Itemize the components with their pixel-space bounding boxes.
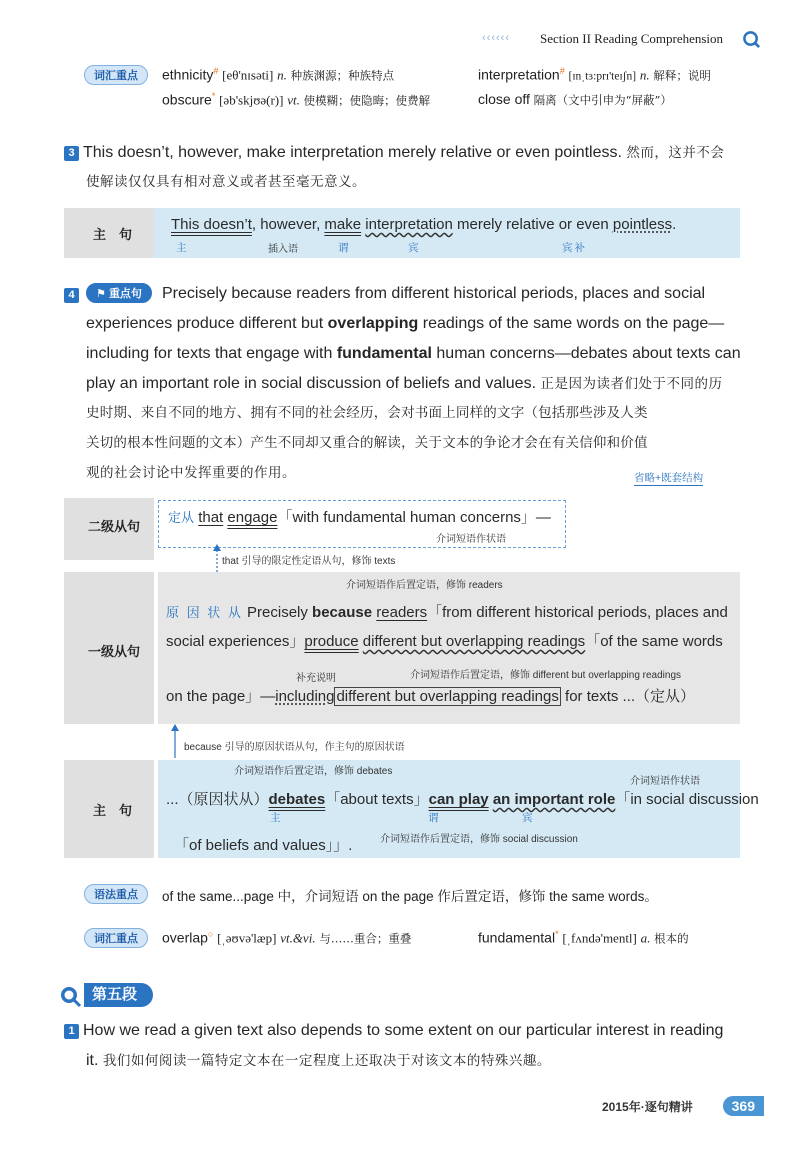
s3-label: 主 句 xyxy=(93,227,133,242)
l1-line-3: on the page」—including different but overlapping readings for texts ...（定从） xyxy=(166,688,696,705)
main-gram-object: 宾 xyxy=(522,812,535,824)
main-gram-predicate: 谓 xyxy=(428,812,441,824)
vocab-item-overlap: overlap○ [ˌəʊvə'læp] vt.&vi. 与……重合；重叠 xyxy=(162,929,412,946)
main-label: 主 句 xyxy=(93,803,133,818)
l1-line-1: 原 因 状 从 Precisely because readers「from different historical periods, places and xyxy=(166,604,728,621)
footer-label: 2015年·逐句精讲 xyxy=(602,1100,693,1114)
l2-arrow-note: that 引导的限定性定语从句，修饰 texts xyxy=(222,556,396,567)
page-number: 369 xyxy=(723,1096,764,1116)
gram-insertion: 插入语 xyxy=(268,244,298,255)
sentence-4-marker: 4 xyxy=(64,286,83,304)
l2-clause-line: 定从 that engage「with fundamental human concerns」— xyxy=(168,509,551,526)
main-note-bottom: 介词短语作后置定语，修饰 social discussion xyxy=(380,834,578,845)
l1-arrow-note: because 引导的原因状语从句，作主句的原因状语 xyxy=(184,742,405,753)
l1-line-2: social experiences」produce different but overlapping readings「of the same words xyxy=(166,633,723,650)
sentence-3: 3 This doesn’t, however, make interpretation merely relative or even pointless. 然而，这并不会 xyxy=(64,138,754,169)
vocab-item-close-off: close off 隔离（文中引申为“屏蔽”） xyxy=(478,91,672,107)
vocab-item-interpretation: interpretation# [ɪnˌtɜ:prɪ'teɪʃn] n. 解释；说明 xyxy=(478,66,711,83)
section-5-title: 第五段 xyxy=(84,983,153,1007)
main-line-1: ...（原因状从）debates「about texts」can play an important role「in social discussion xyxy=(166,791,759,808)
s4-zh-line-4: 观的社会讨论中发挥重要的作用。 xyxy=(86,465,296,481)
p5-sentence-1: 1 How we read a given text also depends to some extent on our particular interest in reading xyxy=(64,1016,723,1046)
vocab-tag-2: 词汇重点 xyxy=(84,928,148,948)
main-note-right: 介词短语作状语 xyxy=(630,776,700,787)
section-search-icon xyxy=(58,984,82,1008)
l2-arrow xyxy=(210,544,224,574)
s4-line-1: Precisely because readers from different historical periods, places and social xyxy=(162,285,706,302)
l1-label: 一级从句 xyxy=(88,644,141,659)
flag-icon: ⚑ xyxy=(96,288,106,300)
gram-predicate: 谓 xyxy=(338,242,351,254)
vocab-item-obscure: obscure* [əb'skjʊə(r)] vt. 使模糊；使隐晦；使费解 xyxy=(162,91,431,108)
main-note-top: 介词短语作后置定语，修饰 debates xyxy=(234,766,393,777)
s4-line-4: play an important role in social discussion of beliefs and values. 正是因为读者们处于不同的历 xyxy=(86,375,723,392)
s4-line-2: experiences produce different but overlapping readings of the same words on the page— xyxy=(86,315,725,332)
s4-zh-line-3: 关切的根本性问题的文本）产生不同却又重合的解读，关于文本的争论才会在有关信仰和价值 xyxy=(86,435,648,451)
l2-note: 介词短语作状语 xyxy=(436,534,506,545)
gram-object: 宾 xyxy=(408,242,421,254)
s3-analysis-line: This doesn’t, however, make interpretation merely relative or even pointless. xyxy=(171,216,677,233)
s4-zh-line-2: 史时期、来自不同的地方、拥有不同的社会经历，会对书面上同样的文字（包括那些涉及人类 xyxy=(86,405,648,421)
header-arrows: ‹‹‹‹‹‹ xyxy=(482,32,510,44)
vocab-item-fundamental: fundamental* [ˌfʌndə'mentl] a. 根本的 xyxy=(478,929,689,946)
l1-arrow xyxy=(168,724,182,760)
grammar-tag: 语法重点 xyxy=(84,884,148,904)
gram-object-complement: 宾补 xyxy=(562,242,587,254)
key-sentence-tag: ⚑ 重点句 xyxy=(86,283,152,303)
l1-supp-note: 补充说明 xyxy=(296,673,336,684)
sentence-number: 3 xyxy=(64,146,79,161)
header-title: Section II Reading Comprehension xyxy=(540,31,724,46)
sentence-3-translation: 使解读仅仅具有相对意义或者甚至毫无意义。 xyxy=(86,174,366,190)
l2-label: 二级从句 xyxy=(88,519,141,534)
main-gram-subject: 主 xyxy=(270,812,283,824)
vocab-tag: 词汇重点 xyxy=(84,65,148,85)
s4-line-3: including for texts that engage with fundamental human concerns—debates about texts can xyxy=(86,345,741,362)
grammar-text: of the same...page 中，介词短语 on the page 作后置定语，修饰 the same words。 xyxy=(162,889,658,904)
main-line-2: 「of beliefs and values」」. xyxy=(174,837,353,854)
gram-subject: 主 xyxy=(176,242,189,254)
vocab-item-ethnicity: ethnicity# [eθ'nɪsəti] n. 种族渊源；种族特点 xyxy=(162,66,395,83)
p5-sentence-1-line-2: it. 我们如何阅读一篇特定文本在一定程度上还取决于对该文本的特殊兴趣。 xyxy=(86,1052,551,1069)
structure-note: 省略+既套结构 xyxy=(634,472,704,484)
search-q-icon xyxy=(742,30,761,49)
l1-note-mid: 介词短语作后置定语，修饰 different but overlapping readings xyxy=(410,670,682,681)
l1-note-top: 介词短语作后置定语，修饰 readers xyxy=(346,580,503,591)
